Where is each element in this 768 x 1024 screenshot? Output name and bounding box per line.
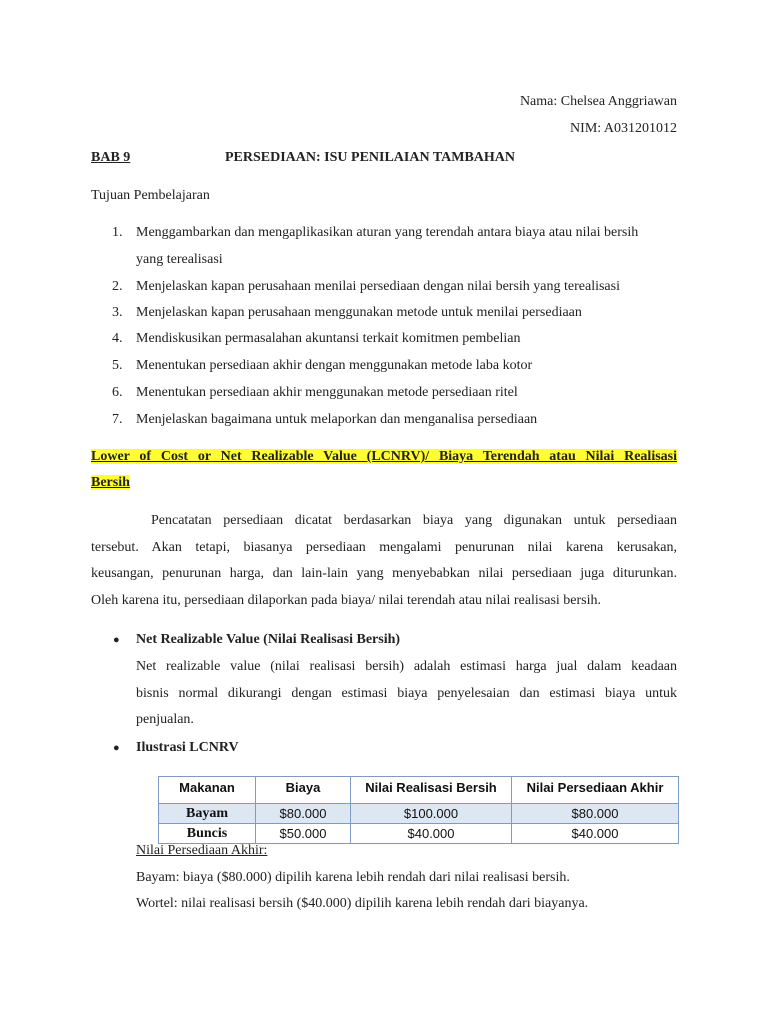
result-line: Wortel: nilai realisasi bersih ($40.000) dipilih karena lebih rendah dari biayanya. <box>136 896 589 911</box>
chapter-title: PERSEDIAAN: ISU PENILAIAN TAMBAHAN <box>225 150 516 165</box>
column-header: Makanan <box>159 777 256 804</box>
result-heading: Nilai Persediaan Akhir: <box>136 843 268 858</box>
illustration-title: Ilustrasi LCNRV <box>136 740 239 755</box>
table-cell: $40.000 <box>351 824 512 844</box>
paragraph-line: keusangan, penurunan harga, dan lain-lain yang menyebabkan nilai persediaan juga diturunkan. <box>91 566 677 581</box>
column-header: Nilai Realisasi Bersih <box>351 777 512 804</box>
list-item-continuation: yang terealisasi <box>136 252 223 267</box>
section-heading-continuation: Bersih <box>91 475 130 490</box>
table-header-row <box>159 777 679 804</box>
table-row <box>159 804 679 824</box>
student-name: Nama: Chelsea Anggriawan <box>519 94 677 109</box>
paragraph-line: tersebut. Akan tetapi, biasanya persediaan mengalami penurunan nilai karena kerusakan, <box>91 540 677 555</box>
column-header: Nilai Persediaan Akhir <box>512 777 679 804</box>
objectives-heading: Tujuan Pembelajaran <box>91 188 210 203</box>
chapter-label: BAB 9 <box>91 150 131 165</box>
table-cell: Bayam <box>159 804 256 824</box>
result-line: Bayam: biaya ($80.000) dipilih karena lebih rendah dari nilai realisasi bersih. <box>136 870 570 885</box>
nrv-title: Net Realizable Value (Nilai Realisasi Bersih) <box>136 632 401 647</box>
document-page: Nama: Chelsea Anggriawan NIM: A031201012 BAB 9 PERSEDIAAN: ISU PENILAIAN TAMBAHAN Tujuan Pembelajaran 1. Menggambarkan dan mengaplikasikan aturan yang terendah antara biaya atau nilai bersih yang terealisasi 2. Menjelaskan kapan perusahaan menilai persediaan dengan nilai bersih yang terealisasi 3. Menjelaskan kapan perusahaan menggunakan metode untuk menilai persediaan 4. Mendiskusikan permasalahan akuntansi terkait komitmen pembelian 5. Menentukan persediaan akhir dengan menggunakan metode laba kotor 6. Menentukan persediaan akhir menggunakan metode persediaan ritel 7. Menjelaskan bagaimana untuk melaporkan dan menganalisa persediaan Lower of Cost or Net Realizable Value (LCNRV)/ Biaya Terendah atau Nilai Realisasi Bersih Pencatatan persediaan dicatat berdasarkan biaya yang digunakan untuk persediaan tersebut. Akan tetapi, biasanya persediaan mengalami penurunan nilai karena kerusakan, keusangan, penurunan harga, dan lain-lain yang menyebabkan nilai persediaan juga diturunkan. Oleh karena itu, persediaan dilaporkan pada biaya/ nilai terendah atau nilai realisasi bersih. ● Net Realizable Value (Nilai Realisasi Bersih) Net realizable value (nilai realisasi bersih) adalah estimasi harga jual dalam keadaan bisnis normal dikurangi dengan estimasi biaya penyelesaian dan estimasi biaya untuk penjualan. ● Ilustrasi LCNRV Makanan Biaya Nilai Realisasi Bersih Nilai Persediaan Akhir Bayam $80.000 $100.000 $80.000 Buncis $50.000 $40.000 $40.000 Nilai Persediaan Akhir: Bayam: biaya ($80.000) dipilih karena lebih rendah dari nilai realisasi bersih. Wortel: nilai realisasi bersih ($40.000) dipilih karena lebih rendah dari biayanya. <box>91 94 677 911</box>
paragraph-line: Oleh karena itu, persediaan dilaporkan pada biaya/ nilai terendah atau nilai realisasi bersih. <box>91 593 602 608</box>
nrv-line: Net realizable value (nilai realisasi bersih) adalah estimasi harga jual dalam keadaan <box>136 659 677 674</box>
bullet-icon: ● <box>113 742 120 754</box>
bullet-icon: ● <box>113 634 120 646</box>
column-header: Biaya <box>256 777 351 804</box>
nrv-line: penjualan. <box>136 712 194 727</box>
table-cell: $40.000 <box>512 824 679 844</box>
table-cell: $50.000 <box>256 824 351 844</box>
table-cell: $80.000 <box>256 804 351 824</box>
student-nim: NIM: A031201012 <box>570 121 677 136</box>
table-cell: $100.000 <box>351 804 512 824</box>
nrv-line: bisnis normal dikurangi dengan estimasi biaya penyelesaian dan estimasi biaya untuk <box>136 686 677 701</box>
table-row <box>159 824 679 844</box>
table-cell: $80.000 <box>512 804 679 824</box>
section-heading: Lower of Cost or Net Realizable Value (LCNRV)/ Biaya Terendah atau Nilai Realisasi <box>91 449 677 464</box>
table-cell: Buncis <box>159 824 256 844</box>
lcnrv-table <box>158 776 679 844</box>
paragraph-line: Pencatatan persediaan dicatat berdasarkan biaya yang digunakan untuk persediaan <box>151 513 677 528</box>
